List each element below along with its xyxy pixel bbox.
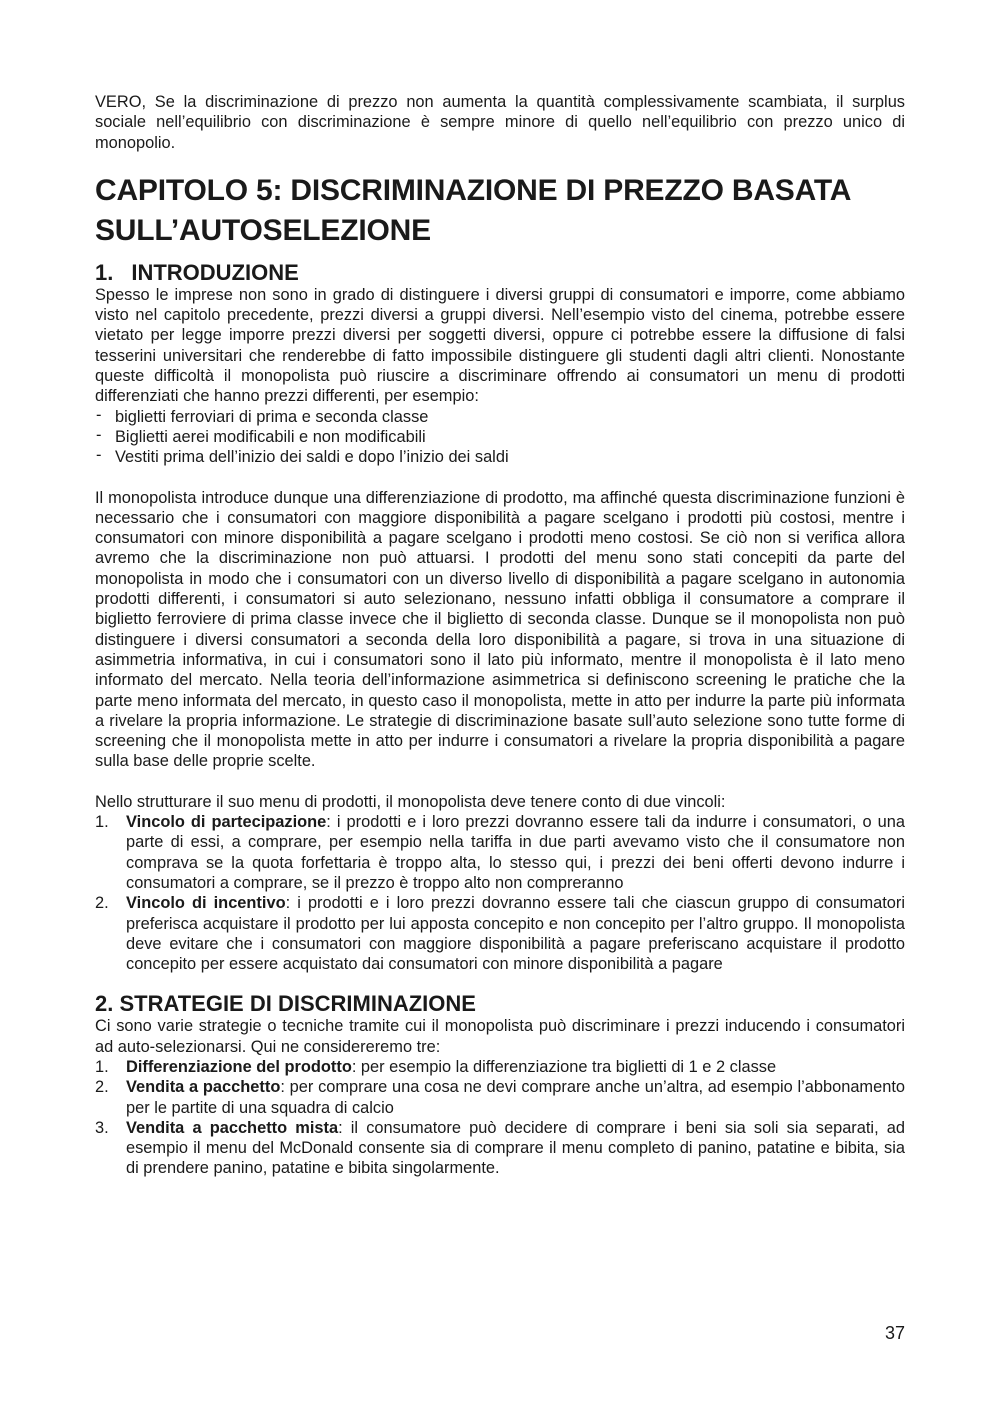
list-text: : i prodotti e i loro prezzi dovranno essere tali che ciascun gruppo di consumatori preferisca acquistare il prodotto per lui apposta concepito e non concepito per l’altro gruppo. Il monopolista deve evitare che i consumatori con maggiore disponibilità a pagare preferiscano acquistare il prodotto concepito per essere acquistato dai consumatori con minore disponibilità a pagare [126, 894, 905, 974]
list-item: - Vestiti prima dell’inizio dei saldi e dopo l’inizio dei saldi [95, 447, 905, 467]
list-item [95, 1057, 905, 1077]
list-term: Vendita a pacchetto [126, 1078, 281, 1097]
list-text: : i prodotti e i loro prezzi dovranno essere tali da indurre i consumatori, o una parte di essi, a comprare, per esempio nella tariffa in due parti avevamo visto che il consumatore non comprava se la quota forfettaria è troppo alta, lo stesso qui, i prezzi dei beni offerti devono indurre i consumatori a comprare, se il prezzo è troppo alto non compreranno [126, 813, 905, 892]
list-number: 3. [95, 1118, 109, 1137]
section-2-paragraph-1: Ci sono varie strategie o tecniche tramite cui il monopolista può discriminare i prezzi inducendo i consumatori ad auto-selezionarsi. Qui ne considereremo tre: [95, 1017, 905, 1056]
section-1-paragraph-1: Spesso le imprese non sono in grado di distinguere i diversi gruppi di consumatori e imporre, come abbiamo visto nel capitolo precedente, prezzi diversi a gruppi diversi. Nell’esempio visto del cinema, potrebbe essere vietato per legge imporre prezzi diversi per soggetti diversi, oppure ci potrebbe essere la diffusione di falsi tesserini universitari che renderebbe di fatto impossibile distinguere gli studenti dagli altri clienti. Nonostante queste difficoltà il monopolista può riuscire a discriminare offrendo ai consumatori un menu di prodotti differenziati che hanno prezzi differenti, per esempio: [95, 285, 905, 406]
list-item: - Biglietti aerei modificabili e non modificabili [95, 427, 905, 447]
section-1-paragraph-3: Nello strutturare il suo menu di prodotti, il monopolista deve tenere conto di due vincoli: [95, 792, 726, 811]
intro-paragraph: VERO, Se la discriminazione di prezzo non aumenta la quantità complessivamente scambiata, il surplus sociale nell’equilibrio con discriminazione è sempre minore di quello nell’equilibrio con prezzo unico di monopolio. [95, 93, 905, 152]
section-1-heading [95, 261, 905, 285]
list-item: - biglietti ferroviari di prima e seconda classe [95, 407, 905, 427]
section-1-paragraph-2: Il monopolista introduce dunque una differenziazione di prodotto, ma affinché questa discriminazione funzioni è necessario che i consumatori con maggiore disponibilità a pagare scelgano i prodotti più costosi, mentre i consumatori con minore disponibilità a pagare scelgano i prodotti meno costosi. Se ciò non si verifica allora avremo che la discriminazione non può attuarsi. I prodotti del menu sono stati concepiti da parte del monopolista in modo che i consumatori con un diverso livello di disponibilità a pagare scelgano in autonomia prodotti differenti, i consumatori si auto selezionano, nessuno infatti obbliga il consumatore a comprare il biglietto ferroviere di prima classe invece che il biglietto di seconda classe. Dunque se il monopolista non può distinguere i diversi consumatori a seconda della loro disponibilità a pagare, si trova in una situazione di asimmetria informativa, in cui i consumatori sono il lato più informato, mentre il monopolista è il lato meno informato del mercato. Nella teoria dell’informazione asimmetrica si definiscono screening le pratiche che la parte meno informata del mercato, in questo caso il monopolista, mette in atto per indurre la parte più informata a rivelare la propria informazione. Le strategie di discriminazione basate sull’auto selezione sono tutte forme di screening che il monopolista mette in atto per indurre i consumatori a rivelare la propria disponibilità a pagare sulla base delle proprie scelte. [95, 488, 905, 771]
examples-list [95, 407, 905, 468]
list-term: Differenziazione del prodotto [126, 1057, 352, 1076]
section-1-title: INTRODUZIONE [131, 259, 299, 285]
list-term: Vendita a pacchetto mista [126, 1118, 339, 1137]
document-page [95, 92, 905, 1179]
list-term: Vincolo di partecipazione [126, 813, 327, 832]
list-number: 1. [95, 813, 109, 832]
list-term: Vincolo di incentivo [126, 894, 286, 913]
list-number: 2. [95, 1078, 109, 1097]
list-number: 2. [95, 894, 109, 913]
strategies-list [95, 1057, 905, 1179]
list-item [95, 1077, 905, 1118]
list-text: : per esempio la differenziazione tra biglietti di 1 e 2 classe [351, 1057, 777, 1076]
section-2-heading: 2. STRATEGIE DI DISCRIMINAZIONE [95, 991, 476, 1017]
chapter-title: CAPITOLO 5: DISCRIMINAZIONE DI PREZZO BASATA SULL’AUTOSELEZIONE [95, 173, 851, 247]
constraints-list [95, 812, 905, 974]
list-item [95, 1118, 905, 1179]
list-text: : il consumatore può decidere di comprare i beni sia soli sia separati, ad esempio il menu del McDonald consente sia di comprare il menu completo di panino, patatine e bibita, sia di prendere panino, patatine e bibita singolarmente. [126, 1118, 906, 1178]
list-text: : per comprare una cosa ne devi comprare anche un’altra, ad esempio l’abbonamento per le partite di una squadra di calcio [126, 1078, 905, 1117]
list-item [95, 812, 905, 893]
list-number: 1. [95, 1057, 109, 1076]
list-item [95, 893, 905, 974]
section-1-number: 1. [95, 259, 114, 285]
page-number: 37 [884, 1323, 905, 1343]
